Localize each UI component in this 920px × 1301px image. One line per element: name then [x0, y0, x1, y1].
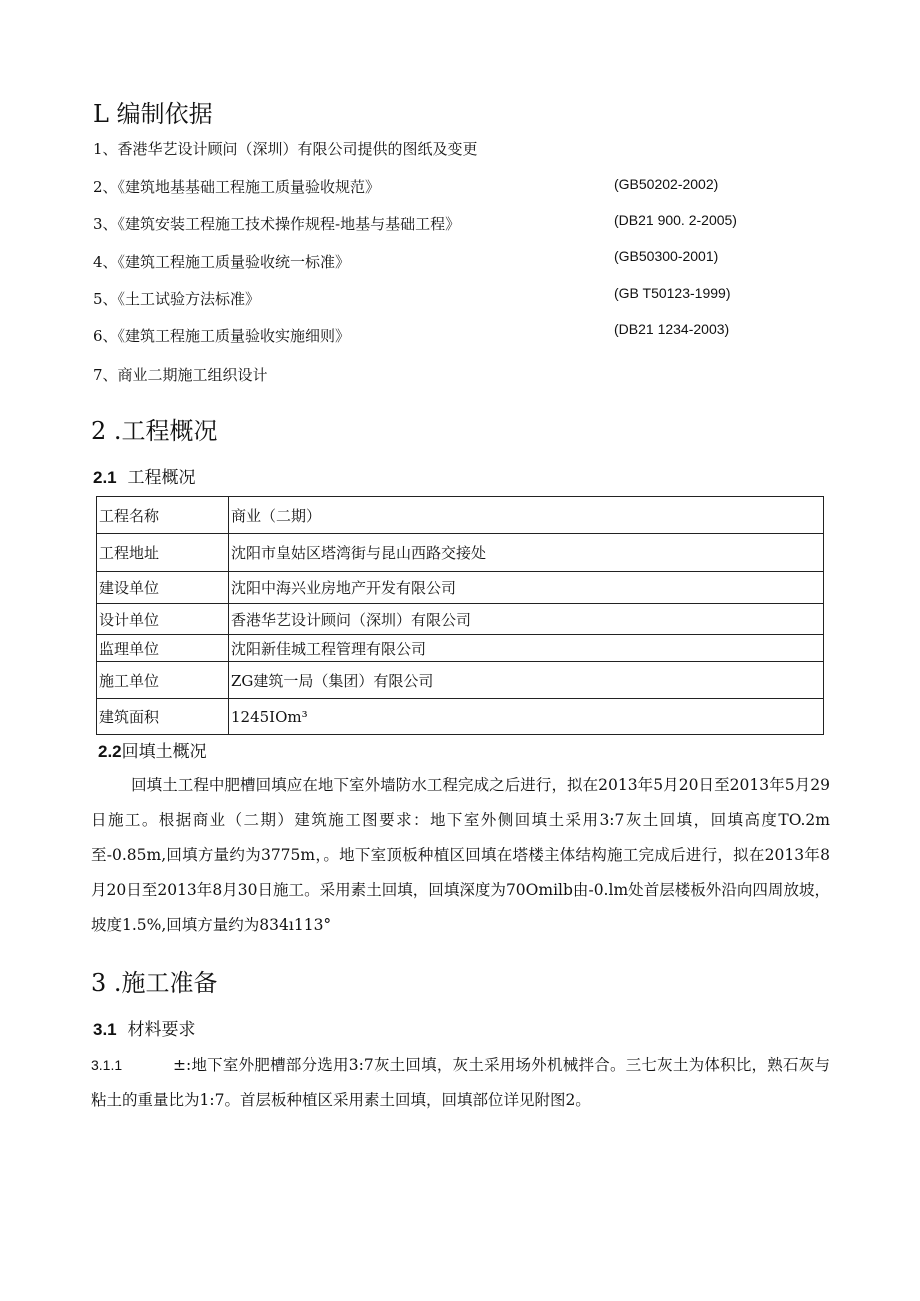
table-value: ZG建筑一局（集团）有限公司: [229, 662, 824, 699]
clause-text: ±:地下室外肥槽部分选用3:7灰土回填，灰土采用场外机械拌合。三七灰土为体积比，熟石灰与粘土的重量比为1:7。首层板种植区采用素土回填，回填部位详见附图2。: [91, 1056, 830, 1109]
table-key: 工程名称: [97, 497, 229, 534]
subsection-2-2-heading: [98, 737, 207, 762]
reference-code-2: (GB50202-2002): [614, 176, 719, 192]
subsection-2-1-number: 2.1: [93, 468, 117, 487]
subsection-3-1-title: 材料要求: [127, 1020, 196, 1040]
project-info-table: [96, 496, 824, 735]
reference-code-4: (GB50300-2001): [614, 248, 719, 264]
backfill-overview-text: 回填土工程中肥槽回填应在地下室外墙防水工程完成之后进行，拟在2013年5月20日至2013年5月29日施工。根据商业（二期）建筑施工图要求：地下室外侧回填土采用3:7灰土回填，回填高度TO.2m至-0.85m,回填方量约为3775m，。地下室顶板种植区回填在塔楼主体结构施工完成后进行，拟在2013年8月20日至2013年8月30日施工。采用素土回填，回填深度为70Omilb由-0.lm处首层楼板外沿向四周放坡，坡度1.5%,回填方量约为834ı113°: [91, 776, 830, 934]
table-value: 商业（二期）: [229, 497, 824, 534]
reference-item-1: 1、香港华艺设计顾问（深圳）有限公司提供的图纸及变更: [93, 140, 478, 158]
table-key: 施工单位: [97, 662, 229, 699]
table-row: [97, 497, 824, 534]
reference-item-7: 7、商业二期施工组织设计: [93, 366, 268, 384]
reference-item-5: 5、《土工试验方法标准》: [93, 290, 261, 308]
section-2-title: 2 .工程概况: [91, 417, 218, 445]
subsection-3-1-heading: [93, 1015, 195, 1040]
reference-code-3: (DB21 900. 2-2005): [614, 212, 737, 228]
section-1-title: L 编制依据: [93, 100, 213, 128]
table-row: [97, 534, 824, 572]
table-row: [97, 572, 824, 604]
table-row: [97, 662, 824, 699]
table-value: 沈阳中海兴业房地产开发有限公司: [229, 572, 824, 604]
clause-3-1-1: [91, 1048, 830, 1118]
section-3-title: 3 .施工准备: [91, 969, 218, 997]
table-key: 监理单位: [97, 635, 229, 662]
table-row: [97, 699, 824, 735]
clause-number: 3.1.1: [91, 1057, 123, 1073]
table-value: 沈阳市皇姑区塔湾街与昆山西路交接处: [229, 534, 824, 572]
table-key: 建设单位: [97, 572, 229, 604]
table-key: 工程地址: [97, 534, 229, 572]
subsection-3-1-number: 3.1: [93, 1020, 117, 1039]
subsection-2-1-title: 工程概况: [127, 468, 196, 488]
reference-item-2: 2、《建筑地基基础工程施工质量验收规范》: [93, 178, 381, 196]
reference-code-5: (GB T50123-1999): [614, 285, 731, 301]
subsection-2-2-number: 2.2: [98, 742, 122, 761]
table-value: 沈阳新佳城工程管理有限公司: [229, 635, 824, 662]
table-key: 建筑面积: [97, 699, 229, 735]
table-value: 香港华艺设计顾问（深圳）有限公司: [229, 604, 824, 635]
reference-code-6: (DB21 1234-2003): [614, 321, 730, 337]
reference-item-4: 4、《建筑工程施工质量验收统一标准》: [93, 253, 351, 271]
reference-item-6: 6、《建筑工程施工质量验收实施细则》: [93, 327, 351, 345]
table-value: 1245IOm³: [229, 699, 824, 735]
reference-item-3: 3、《建筑安装工程施工技术操作规程-地基与基础工程》: [93, 215, 461, 233]
backfill-overview-paragraph: [91, 768, 830, 943]
table-row: [97, 604, 824, 635]
subsection-2-2-title: 回填土概况: [121, 742, 207, 762]
table-key: 设计单位: [97, 604, 229, 635]
table-row: [97, 635, 824, 662]
subsection-2-1-heading: [93, 463, 195, 488]
